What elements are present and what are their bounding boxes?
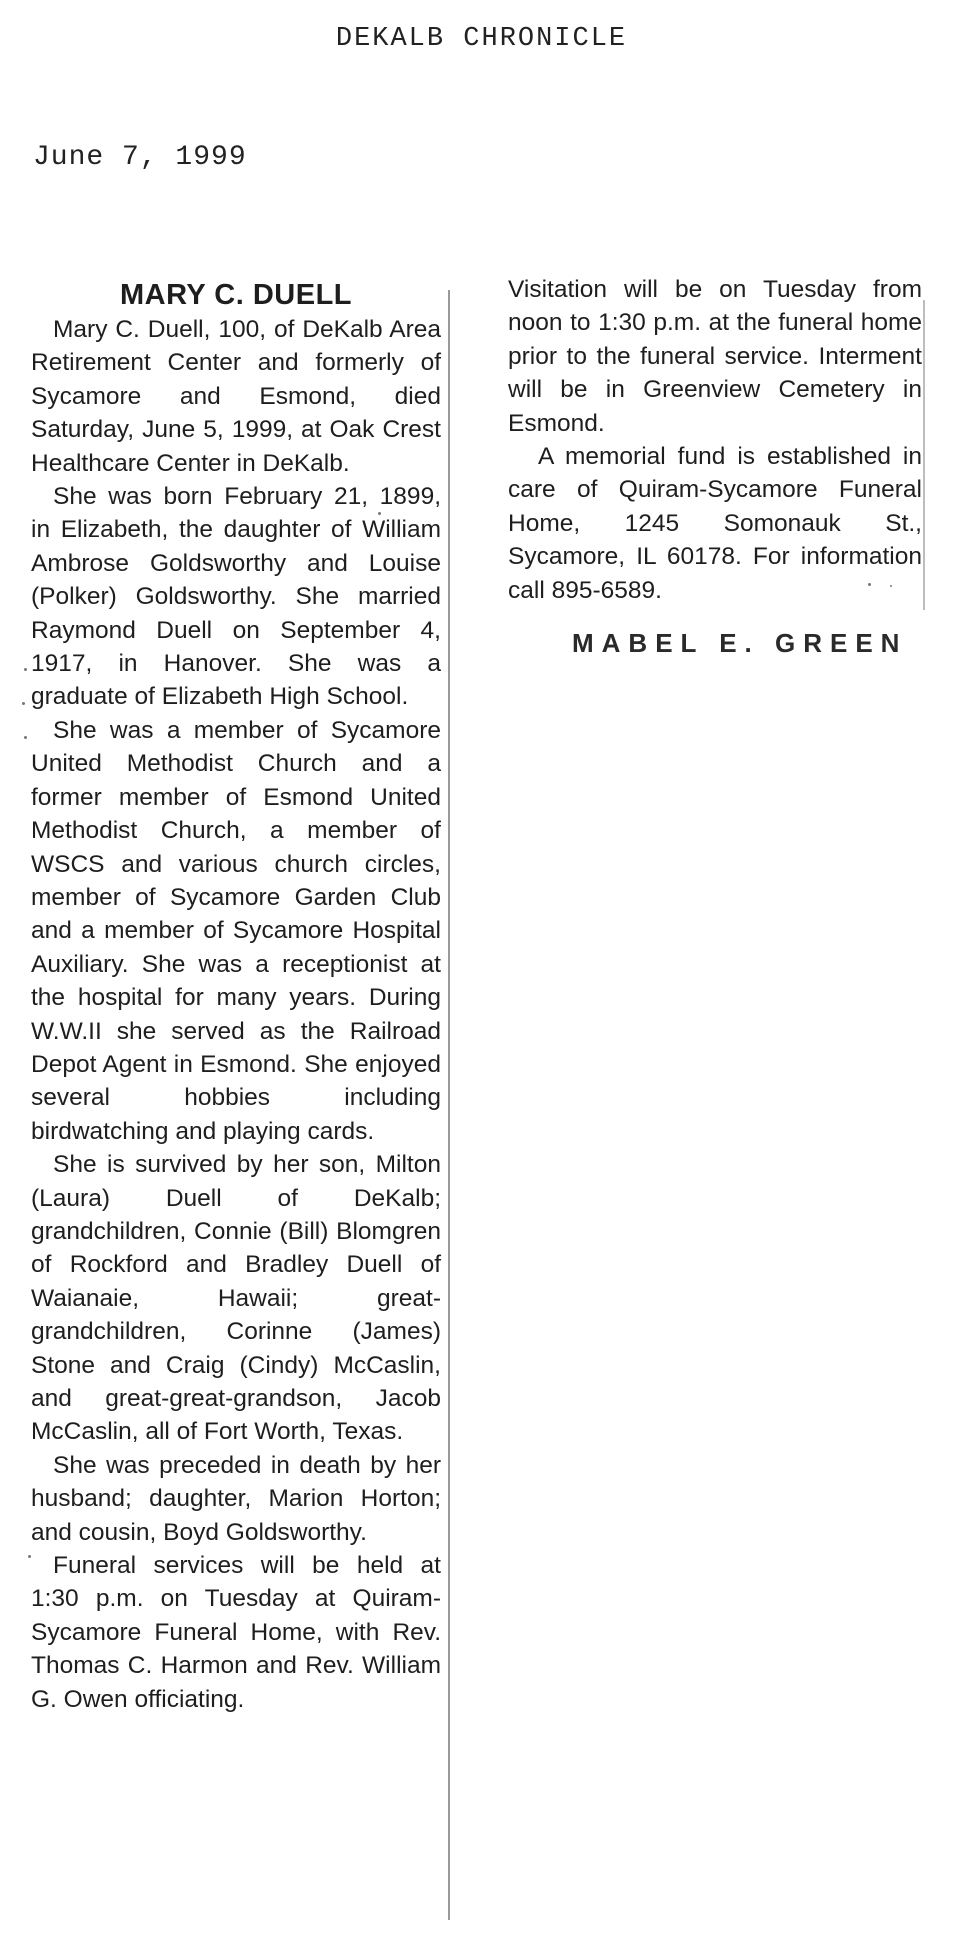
- obituary-paragraph-visitation: Visitation will be on Tuesday from noon to 1:30 p.m. at the funeral home prior to the funeral service. Interment will be in Greenview Cemetery in Esmond.: [508, 276, 922, 437]
- scan-speck: [868, 583, 871, 586]
- scan-speck: [890, 585, 892, 587]
- next-obituary-heading-clipped: [572, 628, 908, 658]
- scan-speck: [22, 702, 25, 705]
- scan-speck: [24, 736, 27, 739]
- obituary-title: MARY C. DUELL: [119, 279, 353, 311]
- right-edge-rule: [923, 300, 925, 610]
- obituary-left-column: [31, 277, 441, 1716]
- column-divider: [448, 290, 450, 1920]
- scan-speck: [24, 668, 27, 671]
- obituary-paragraph-survivors: She is survived by her son, Milton (Laura) Duell of DeKalb; grandchildren, Connie (Bill) Blomgren of Rockford and Bradley Duell of Waianaie, Hawaii; great-grandchildren, Corinne (James) Stone and Craig (Cindy) McCaslin, and great-great-grandson, Jacob McCaslin, all of Fort Worth, Texas.: [31, 1151, 441, 1446]
- obituary-paragraph-memberships: She was a member of Sycamore United Methodist Church and a former member of Esmond United Methodist Church, a member of WSCS and various church circles, member of Sycamore Garden Club and a member of Sycamore Hospital Auxiliary. She was a receptionist at the hospital for many years. During W.W.II she served as the Railroad Depot Agent in Esmond. She enjoyed several hobbies including birdwatching and playing cards.: [31, 716, 441, 1145]
- scan-speck: [28, 1555, 31, 1558]
- scan-speck: [378, 512, 381, 515]
- newspaper-name: DEKALB CHRONICLE: [335, 24, 628, 54]
- obituary-paragraph-birth: She was born February 21, 1899, in Elizabeth, the daughter of William Ambrose Goldsworthy and Louise (Polker) Goldsworthy. She married Raymond Duell on September 4, 1917, in Hanover. She was a graduate of Elizabeth High School.: [31, 483, 441, 711]
- next-obituary-heading-text: MABEL E. GREEN: [572, 628, 908, 658]
- publication-date: June 7, 1999: [33, 142, 247, 173]
- obituary-paragraph-memorial: A memorial fund is established in care of Quiram-Sycamore Funeral Home, 1245 Somonauk St., Sycamore, IL 60178. For information call 895-6589.: [508, 443, 922, 604]
- obituary-right-column: [508, 273, 922, 607]
- obituary-paragraph-preceded: She was preceded in death by her husband; daughter, Marion Horton; and cousin, Boyd Goldsworthy.: [31, 1451, 441, 1546]
- obituary-paragraph-services: Funeral services will be held at 1:30 p.m. on Tuesday at Quiram-Sycamore Funeral Home, with Rev. Thomas C. Harmon and Rev. William G. Owen officiating.: [31, 1552, 441, 1713]
- obituary-paragraph-intro: Mary C. Duell, 100, of DeKalb Area Retirement Center and formerly of Sycamore and Esmond, died Saturday, June 5, 1999, at Oak Crest Healthcare Center in DeKalb.: [31, 316, 441, 477]
